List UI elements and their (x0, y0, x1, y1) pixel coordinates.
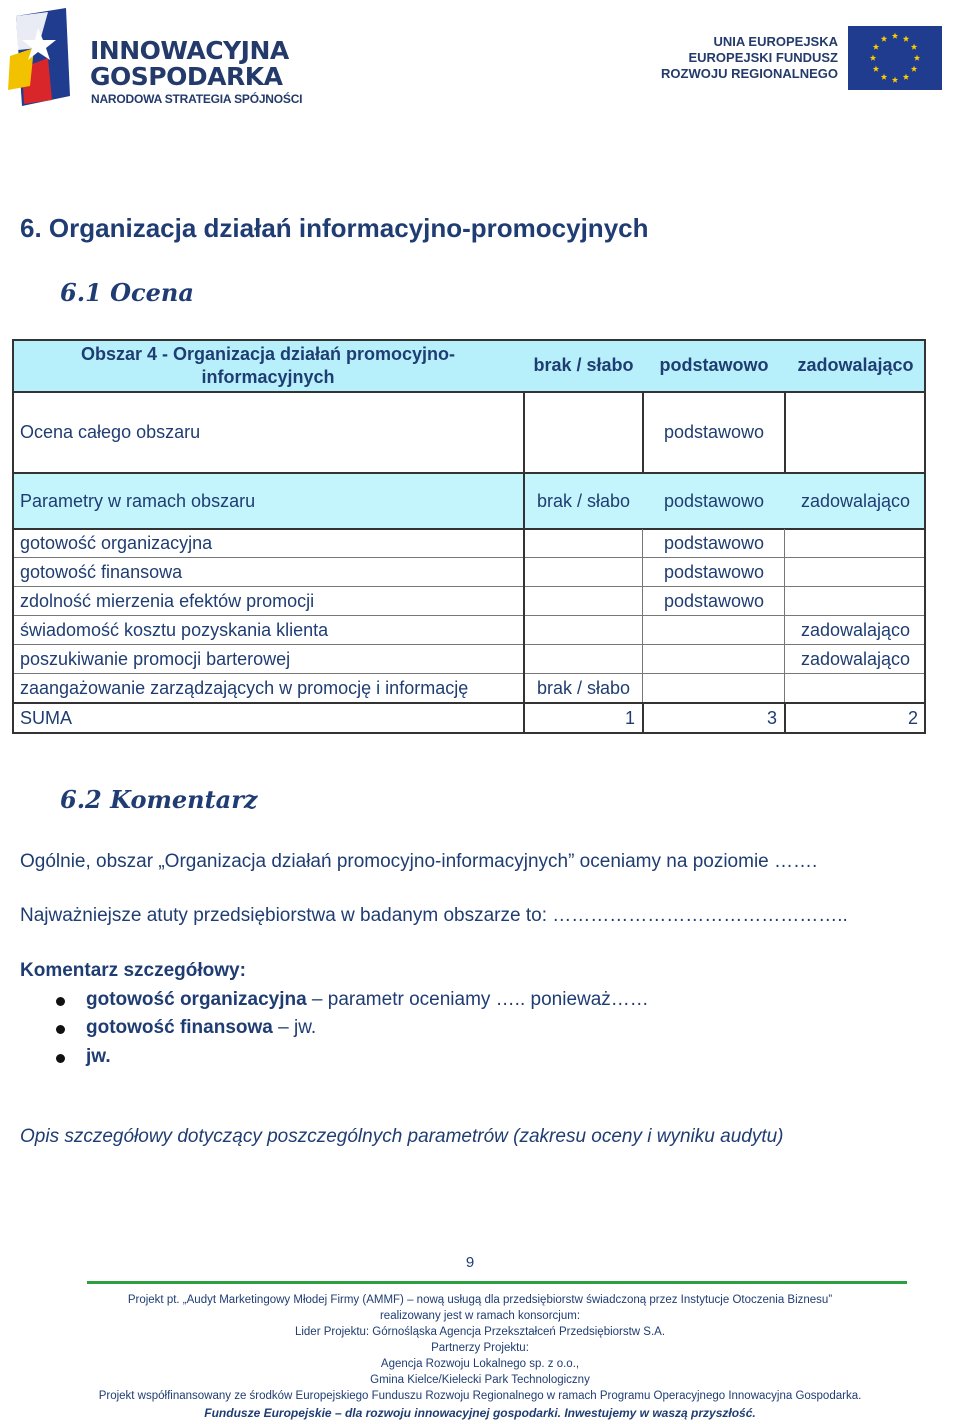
header-col-zadowalajaco: zadowalająco (797, 355, 914, 375)
param-brak (524, 529, 643, 558)
param-zadowalajaco (785, 674, 926, 703)
bullet-bold: gotowość finansowa (86, 1017, 273, 1038)
param-name: gotowość finansowa (20, 562, 183, 582)
table-row (12, 529, 926, 558)
param-name: świadomość kosztu pozyskania klienta (20, 620, 329, 640)
param-podstawowo: podstawowo (663, 562, 765, 582)
bullet-icon (56, 997, 65, 1006)
parameters-col-zadowalajaco: zadowalająco (800, 490, 911, 511)
overall-label: Ocena całego obszaru (20, 422, 201, 442)
ig-flag-icon (8, 8, 80, 106)
assessment-table (12, 339, 926, 734)
param-brak (524, 645, 643, 674)
parameters-label: Parametry w ramach obszaru (20, 490, 256, 511)
param-zadowalajaco (785, 529, 926, 558)
header-col-brak: brak / słabo (533, 355, 634, 375)
footer-line: Partnerzy Projektu: (431, 1342, 529, 1354)
table-header-row (12, 339, 926, 392)
sum-row (12, 702, 926, 734)
table-row (12, 674, 926, 703)
overall-brak (524, 392, 643, 473)
detailed-description-note: Opis szczegółowy dotyczący poszczególnych parametrów (zakresu oceny i wyniku audytu) (20, 1126, 784, 1147)
footer-line: Lider Projektu: Górnośląska Agencja Przekształceń Przedsiębiorstw S.A. (294, 1326, 666, 1338)
param-brak (524, 616, 643, 645)
param-zadowalajaco: zadowalająco (800, 649, 911, 669)
eu-fund-logo (660, 18, 950, 100)
param-podstawowo (643, 616, 785, 645)
innowacyjna-gospodarka-logo (8, 8, 318, 108)
eu-line3: ROZWOJU REGIONALNEGO (661, 66, 838, 81)
subsection-komentarz-title: 6.2 Komentarz (60, 785, 258, 814)
header-col-podstawowo: podstawowo (659, 355, 769, 375)
param-zadowalajaco: zadowalająco (800, 620, 911, 640)
bullet-bold: jw. (86, 1046, 111, 1067)
sum-podstawowo: 3 (766, 707, 777, 728)
detailed-comment-heading: Komentarz szczegółowy: (20, 960, 246, 981)
footer-line: Projekt współfinansowany ze środków Europejskiego Funduszu Rozwoju Regionalnego w ramach Programu Operacyjnego Innowacyjna Gospodarka. (98, 1390, 862, 1402)
parameters-col-podstawowo: podstawowo (663, 490, 765, 511)
param-zadowalajaco (785, 558, 926, 587)
page-number: 9 (465, 1254, 475, 1271)
bullet-rest: – parametr oceniamy ….. ponieważ…… (306, 989, 649, 1010)
ig-subtitle: NARODOWA STRATEGIA SPÓJNOŚCI (91, 92, 303, 106)
table-row (12, 587, 926, 616)
bullet-icon (56, 1054, 65, 1063)
param-brak: brak / słabo (536, 678, 631, 698)
param-name: poszukiwanie promocji barterowej (20, 649, 291, 669)
strengths-text: Najważniejsze atuty przedsiębiorstwa w badanym obszarze to: ……………………………………….. (20, 905, 848, 926)
bullet-rest: – jw. (272, 1017, 317, 1038)
parameters-header-row (12, 473, 926, 529)
table-row (12, 645, 926, 674)
table-row (12, 558, 926, 587)
param-podstawowo: podstawowo (663, 533, 765, 553)
ig-title-line2: GOSPODARKA (90, 62, 283, 91)
param-brak (524, 558, 643, 587)
footer-divider (87, 1281, 907, 1284)
param-podstawowo (643, 674, 785, 703)
footer-line: Projekt pt. „Audyt Marketingowy Młodej Firmy (AMMF) – nową usługą dla przedsiębiorstw świadczoną przez Instytucje Otoczenia Biznesu” (127, 1294, 833, 1306)
param-podstawowo: podstawowo (663, 591, 765, 611)
eu-flag-icon (848, 26, 942, 90)
sum-brak: 1 (624, 707, 635, 728)
param-podstawowo (643, 645, 785, 674)
param-name: zaangażowanie zarządzających w promocję i informację (20, 678, 469, 698)
sum-zadowalajaco: 2 (907, 707, 918, 728)
param-name: gotowość organizacyjna (20, 533, 213, 553)
overall-zadowalajaco (785, 392, 926, 473)
footer-line: Agencja Rozwoju Lokalnego sp. z o.o., (380, 1358, 580, 1370)
eu-line1: UNIA EUROPEJSKA (713, 34, 838, 49)
footer-line: realizowany jest w ramach konsorcjum: (379, 1310, 581, 1322)
general-rating-text: Ogólnie, obszar „Organizacja działań promocyjno-informacyjnych” oceniamy na poziomie ……. (20, 851, 818, 872)
parameters-col-brak: brak / słabo (536, 490, 631, 511)
param-zadowalajaco (785, 587, 926, 616)
footer-slogan: Fundusze Europejskie – dla rozwoju innowacyjnej gospodarki. Inwestujemy w waszą przyszłość. (204, 1406, 756, 1420)
header-area-cell: Obszar 4 - Organizacja działań promocyjno-informacyjnych (80, 343, 456, 387)
bullet-bold: gotowość organizacyjna (86, 989, 307, 1010)
overall-rating-row (12, 392, 926, 473)
ig-title-line1: INNOWACYJNA (90, 36, 289, 65)
bullet-icon (56, 1025, 65, 1034)
eu-line2: EUROPEJSKI FUNDUSZ (688, 50, 838, 65)
subsection-ocena-title: 6.1 Ocena (60, 278, 194, 307)
param-name: zdolność mierzenia efektów promocji (20, 591, 315, 611)
section-title: 6. Organizacja działań informacyjno-promocyjnych (20, 213, 649, 243)
param-brak (524, 587, 643, 616)
footer-line: Gmina Kielce/Kielecki Park Technologiczny (370, 1374, 590, 1386)
sum-label: SUMA (20, 707, 73, 728)
table-row (12, 616, 926, 645)
overall-podstawowo: podstawowo (663, 422, 765, 442)
